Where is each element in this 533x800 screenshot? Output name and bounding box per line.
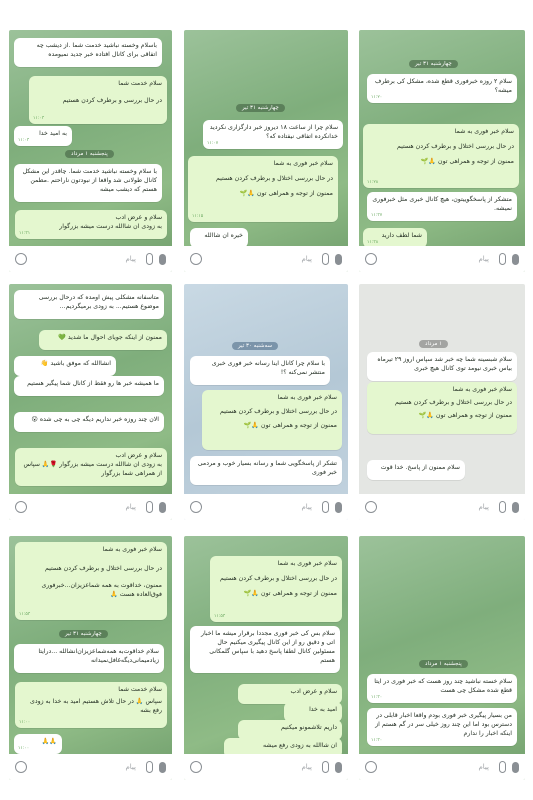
message-bubble [190, 456, 342, 485]
message-text: در حال بررسی اختلال و برطرف کردن هستیم [220, 408, 337, 415]
message-bubble [367, 708, 517, 746]
message-text: به زودی ان شاالله درست میشه بزرگوار 🌹🙏 سپاس از همراهی شما بزرگوار [23, 461, 162, 477]
message-bubble [39, 330, 167, 350]
message-text: امید به خدا [309, 706, 337, 713]
message-bubble [367, 674, 517, 703]
message-input-bar[interactable] [359, 246, 525, 272]
message-input-bar[interactable] [9, 754, 172, 780]
message-bubble [203, 120, 343, 149]
message-text: در حال بررسی اختلال و برطرف کردن هستیم [395, 399, 512, 406]
chat-area[interactable] [9, 30, 172, 246]
message-input[interactable]: پیام [125, 503, 136, 511]
message-text: سلام و عرض ادب [115, 214, 162, 221]
message-text: سلام و عرض ادب [115, 452, 162, 459]
message-text: به زودی ان شاالله درست میشه بزرگوار [59, 223, 162, 230]
mic-icon[interactable] [335, 762, 342, 773]
attach-icon[interactable] [146, 761, 153, 773]
message-bubble [363, 228, 427, 246]
message-text: باسلام وخسته نباشید خدمت شما .از دیشب چه اتفاقی برای کانال افتاده خبر جدید نمیومده [36, 42, 157, 58]
message-bubble [367, 352, 517, 381]
message-input[interactable]: پیام [478, 503, 489, 511]
message-bubble [367, 192, 517, 221]
chat-panel-2 [184, 30, 348, 272]
message-bubble [14, 164, 162, 202]
message-bubble [190, 356, 330, 385]
date-separator: سه‌شنبه ۳۰ تیر [232, 342, 278, 350]
message-text: ما همیشه خبر ها رو فقط از کانال شما پیگیر هستیم [27, 380, 159, 387]
message-text: تشکر از پاسخگویی شما و رسانه بسیار خوب و مردمی خبر فوری [197, 460, 337, 476]
message-time: ۱۱:۳۱ [19, 231, 31, 236]
emoji-icon[interactable] [190, 501, 202, 513]
message-bubble [15, 210, 167, 239]
message-bubble [29, 76, 167, 124]
date-separator: پنجشنبه ۱ مرداد [419, 660, 468, 668]
message-text: در حال بررسی و برطرف کردن هستیم [62, 97, 162, 104]
message-bubble [14, 734, 62, 754]
message-text: سلام و عرض ادب [290, 688, 337, 695]
message-text: سلام ممنون از پاسخ. خدا قوت [380, 464, 460, 471]
message-text: با سلام وخسته نباشید خدمت شما. چاقدر این مشکل کانال طولانی شد واقعا از نبودتون ناراحتم .مطمن هستم که دیشب میشه [22, 168, 157, 193]
chat-panel-4 [9, 284, 172, 520]
message-input-bar[interactable] [9, 246, 172, 272]
message-time: ۱۱:۰۳ [33, 116, 45, 121]
mic-icon[interactable] [335, 502, 342, 513]
message-text: متشکر از پاسخگوییتون، هیچ کانال خبری مثل خبرفوری نمیشه. [372, 196, 512, 212]
message-text: 🙏🙏 [41, 738, 57, 745]
message-bubble [15, 448, 167, 486]
message-time: ۱۱:۰۰ [18, 746, 30, 751]
message-text: سلام خبر فوری به شما [273, 160, 333, 167]
message-text: ممنون از توجه و همراهی تون 🙏🌱 [239, 190, 333, 197]
emoji-icon[interactable] [190, 253, 202, 265]
message-text: سلام خداقوت‌به همه‌شماعزیزان‌انشالله ...درایتا زیادمیمانی‌دیگه‌غافل‌نمیدانه [38, 648, 159, 664]
chat-panel-3 [359, 30, 525, 272]
attach-icon[interactable] [499, 253, 506, 265]
message-time: ۱۱:۳۸ [367, 240, 379, 245]
message-bubble [367, 74, 517, 103]
message-time: ۱۱:۲۸ [367, 180, 379, 185]
message-text: سلام خدمت شما [118, 686, 162, 693]
attach-icon[interactable] [146, 253, 153, 265]
message-text: در حال بررسی اختلال و برطرف کردن هستیم [397, 143, 514, 150]
attach-icon[interactable] [322, 761, 329, 773]
message-text: ممنون از توجه و همراهی تون 🙏🌱 [420, 158, 514, 165]
message-bubble [188, 156, 338, 222]
mic-icon[interactable] [512, 502, 519, 513]
message-text: سلام بس کی خبر فوری مجددا برقرار میشه ما اخبار اتی و دقیق رو از این کانال پیگیری میکنیم حال مسئولین کانال لطفا پاسخ دهید با سپاس گلمکانی هستم [201, 630, 335, 664]
message-input-bar[interactable] [184, 494, 348, 520]
message-bubble [367, 460, 465, 480]
emoji-icon[interactable] [365, 761, 377, 773]
chat-area[interactable] [184, 284, 348, 494]
message-text: سلام خبر فوری به شما [454, 128, 514, 135]
message-time: ۱۱:۵۳ [19, 612, 31, 617]
message-bubble [190, 228, 248, 246]
message-input[interactable]: پیام [301, 255, 312, 263]
message-text: متاسفانه مشکلی پیش اومده که درحال بررسی موضوع هستیم... به زودی برمیگردیم... [38, 294, 159, 310]
message-time: ۱۱:۳۰ [371, 695, 383, 700]
message-bubble [14, 38, 162, 67]
message-text: ممنون از توجه و همراهی تون 🙏🌱 [243, 590, 337, 597]
message-text: شما لطف دارید [381, 232, 422, 239]
message-bubble [210, 556, 342, 622]
message-text: سپاس 🙏 در حال تلاش هستیم امید به خدا به زودی رفع بشه [29, 698, 162, 714]
message-input[interactable]: پیام [125, 255, 136, 263]
message-bubble [14, 356, 116, 376]
chat-area[interactable] [359, 536, 525, 754]
message-text: انشاالله که موفق باشید 👋 [40, 360, 111, 367]
attach-icon[interactable] [146, 501, 153, 513]
message-text: به امید خدا [39, 130, 67, 137]
date-separator: چهارشنبه ۳۱ تیر [409, 60, 458, 68]
message-text: ممنون از توجه و همراهی تون 🙏🌱 [243, 422, 337, 429]
message-bubble [15, 542, 167, 620]
chat-area[interactable] [359, 30, 525, 246]
message-bubble [224, 738, 342, 754]
message-input-bar[interactable] [184, 754, 348, 780]
message-text: ان شاالله به زودی رفع میشه [262, 742, 337, 749]
chat-area[interactable] [184, 30, 348, 246]
attach-icon[interactable] [499, 761, 506, 773]
message-text: سلام خبر فوری به شما [277, 560, 337, 567]
emoji-icon[interactable] [365, 501, 377, 513]
message-time: ۱۱:۰۳ [18, 138, 30, 143]
chat-panel-6 [359, 284, 525, 520]
message-text: سلام ۲ روزه خبرفوری قطع شده، مشکل کی برطرف میشه؟ [374, 78, 512, 94]
message-time: ۱۱:۵۳ [214, 614, 226, 619]
message-bubble [14, 126, 72, 146]
message-input[interactable]: پیام [301, 763, 312, 771]
message-time: ۱۱:۰۷ [207, 141, 219, 146]
mic-icon[interactable] [159, 254, 166, 265]
message-text: سلام خبر فوری به شما [277, 394, 337, 401]
message-input-bar[interactable] [184, 246, 348, 272]
mic-icon[interactable] [512, 254, 519, 265]
message-input-bar[interactable] [359, 754, 525, 780]
chat-area[interactable] [359, 284, 525, 494]
message-text: در حال بررسی اختلال و برطرف کردن هستیم [220, 575, 337, 582]
message-text: در حال بررسی اختلال و برطرف کردن هستیم [216, 175, 333, 182]
message-bubble [363, 124, 519, 188]
message-text: سلام خسته نباشید چند روز هست که خبر فوری در ایتا قطع شده مشکل چی هست [374, 678, 512, 694]
message-time: ۱۱:۲۰ [371, 95, 383, 100]
message-text: در حال بررسی اختلال و برطرف کردن هستیم [45, 565, 162, 572]
chat-area[interactable] [9, 536, 172, 754]
chat-area[interactable] [184, 536, 348, 754]
message-text: سلام خدمت شما [118, 80, 162, 87]
message-input-bar[interactable] [9, 494, 172, 520]
mic-icon[interactable] [159, 502, 166, 513]
mic-icon[interactable] [335, 254, 342, 265]
message-text: ممنون از اینکه جویای احوال ما شدید 💚 [58, 334, 162, 341]
message-bubble [14, 290, 164, 319]
emoji-icon[interactable] [15, 501, 27, 513]
emoji-icon[interactable] [15, 761, 27, 773]
chat-area[interactable] [9, 284, 172, 494]
message-text: سلام خبر فوری به شما [452, 386, 512, 393]
emoji-icon[interactable] [365, 253, 377, 265]
date-separator: ۱ مرداد [419, 340, 448, 348]
message-bubble [202, 390, 342, 450]
message-bubble [284, 702, 342, 722]
message-input[interactable]: پیام [478, 763, 489, 771]
message-text: داریم تلاشمونو میکنیم [281, 724, 337, 731]
message-text: ممنون، خداقوت به همه شماعزیزان...خبرفوری فوق‌العاده هست 🙏 [41, 582, 162, 598]
message-bubble [14, 412, 164, 432]
message-bubble [367, 382, 517, 434]
message-text: سلام خبر فوری به شما [102, 546, 162, 553]
date-separator: پنجشنبه ۱ مرداد [65, 150, 114, 158]
message-time: ۱۱:۱۵ [192, 214, 204, 219]
message-input[interactable]: پیام [301, 503, 312, 511]
date-separator: چهارشنبه ۳۱ تیر [236, 104, 285, 112]
message-text: الان چند روزه خبر نداریم دیگه چی به چی شده 😮 [31, 416, 159, 423]
message-bubble [238, 720, 342, 740]
chat-panel-8 [184, 536, 348, 780]
chat-panel-7 [9, 536, 172, 780]
message-time: ۱۱:۳۷ [371, 213, 383, 218]
message-text: ممنون از توجه و همراهی تون 🙏🌱 [418, 412, 512, 419]
message-text: سلام شبسینه شما چه خبر شد سپاس اروز ۲۹ تیرماه بیاس خبری نیومد توی کانال هیچ خبری [377, 356, 512, 372]
message-bubble [14, 376, 164, 396]
attach-icon[interactable] [322, 253, 329, 265]
message-time: ۱۱:۳۰ [371, 738, 383, 743]
mic-icon[interactable] [512, 762, 519, 773]
attach-icon[interactable] [322, 501, 329, 513]
message-input[interactable]: پیام [125, 763, 136, 771]
message-bubble [190, 626, 340, 673]
message-input-bar[interactable] [359, 494, 525, 520]
message-bubble [238, 684, 342, 704]
message-text: با سلام چرا کانال اینا رسانه خبر فوری خبری منتشر نمی‌کنه ؟! [211, 360, 325, 376]
message-bubble [14, 644, 164, 673]
chat-panel-1 [9, 30, 172, 272]
message-text: من بسیار پیگیری خبر فوری بودم واقعا اخبار قابلی در دسترس بود اما این چند روز خیلی سر در گم هستم از اینکه اخبار را ندارم [375, 712, 512, 737]
date-separator: چهارشنبه ۳۱ تیر [59, 630, 108, 638]
mic-icon[interactable] [159, 762, 166, 773]
chat-panel-9 [359, 536, 525, 780]
message-bubble [15, 682, 167, 728]
emoji-icon[interactable] [190, 761, 202, 773]
message-text: خیره ان شاالله [204, 232, 243, 239]
message-text: سلام چرا از ساعت ۱۸ دیروز خبر دارگزاری نکردید خدانکرده اتفاقی نیفتاده که؟ [209, 124, 338, 140]
chat-panel-5 [184, 284, 348, 520]
emoji-icon[interactable] [15, 253, 27, 265]
message-input[interactable]: پیام [478, 255, 489, 263]
attach-icon[interactable] [499, 501, 506, 513]
message-time: ۱۱:۰۰ [19, 720, 31, 725]
